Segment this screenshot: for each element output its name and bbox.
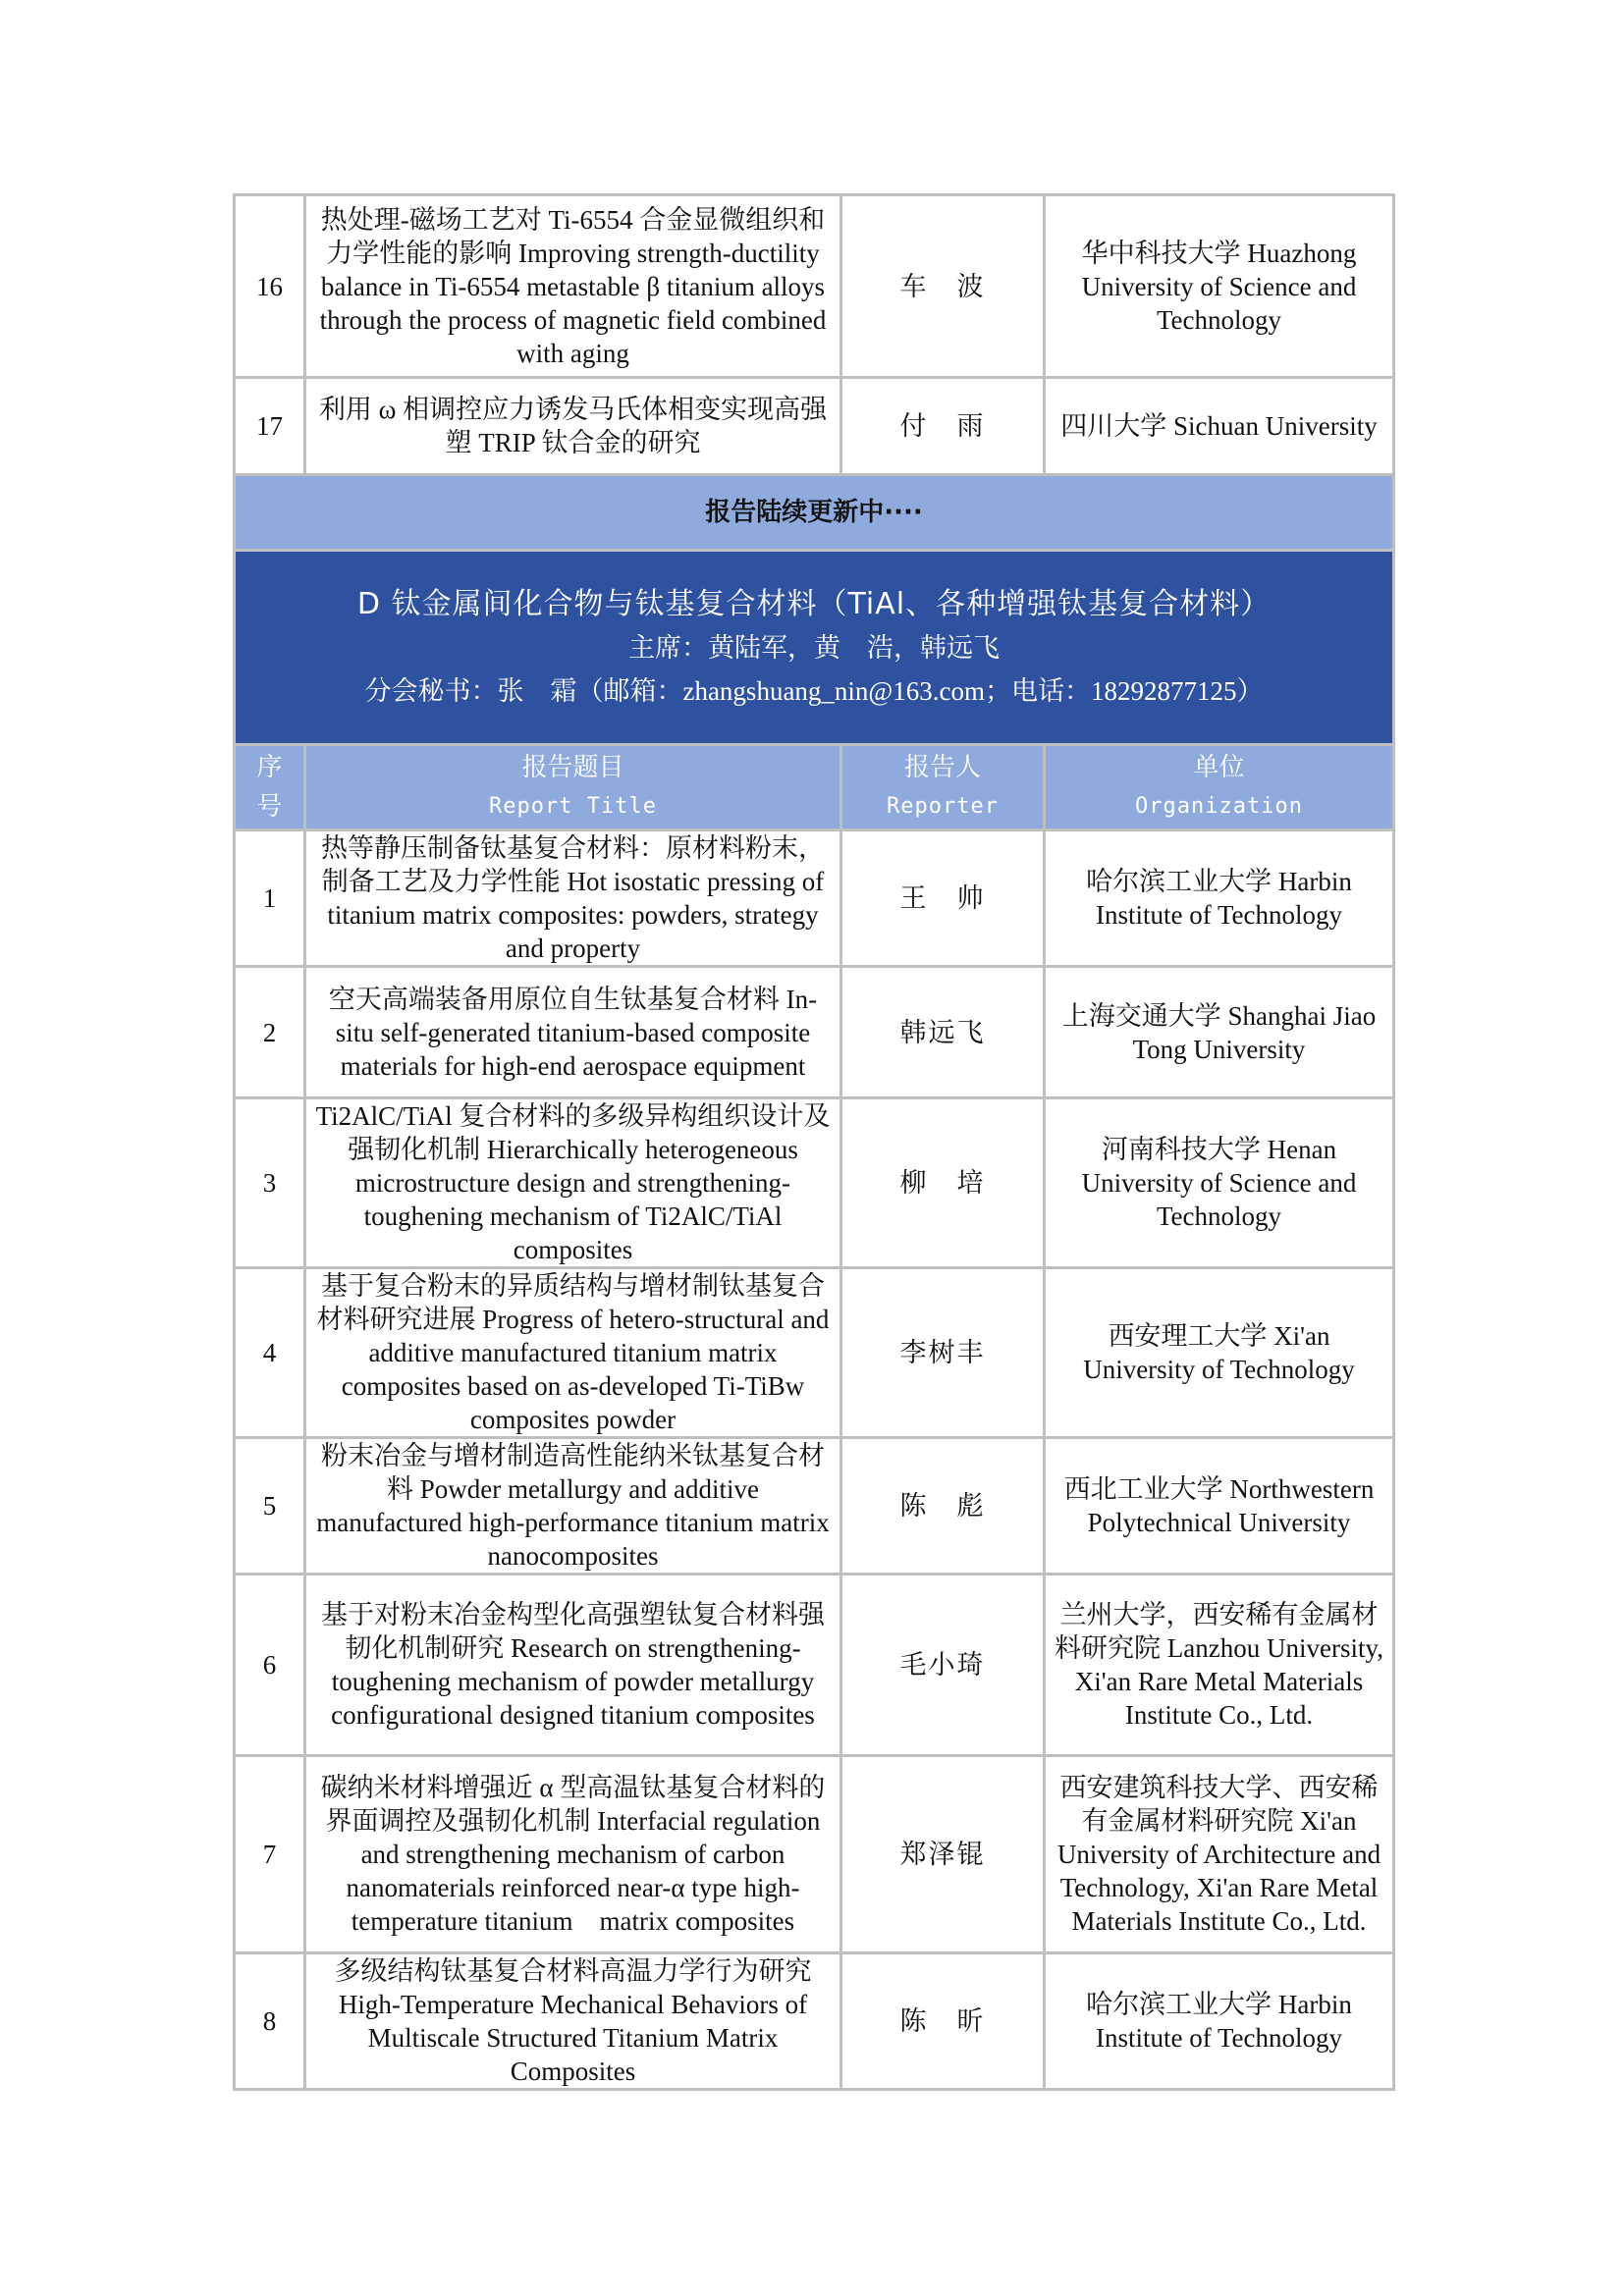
reporter-name: 车 波 <box>841 195 1045 378</box>
reporter-name: 郑泽锟 <box>841 1756 1045 1953</box>
header-title-cn: 报告题目 <box>521 753 624 782</box>
report-title: 多级结构钛基复合材料高温力学行为研究 High-Temperature Mechanical Behaviors of Multiscale Structured Titanium Matrix Composites <box>305 1953 841 2090</box>
table-row <box>235 1756 1394 1953</box>
report-title: 基于复合粉末的异质结构与增材制钛基复合材料研究进展 Progress of hetero-structural and additive manufactured titanium matrix composites based on as-developed Ti-TiBw composites powder <box>305 1268 841 1438</box>
table-row <box>235 830 1394 967</box>
table-row <box>235 195 1394 378</box>
report-title: 热等静压制备钛基复合材料：原材料粉末，制备工艺及力学性能 Hot isostatic pressing of titanium matrix composites: powders, strategy and property <box>305 830 841 967</box>
header-organization-en: Organization <box>1135 794 1303 819</box>
organization: 西安理工大学 Xi'an University of Technology <box>1045 1268 1394 1438</box>
organization: 哈尔滨工业大学 Harbin Institute of Technology <box>1045 1953 1394 2090</box>
report-title: 粉末冶金与增材制造高性能纳米钛基复合材料 Powder metallurgy and additive manufactured high-performance titanium matrix nanocomposites <box>305 1438 841 1575</box>
organization: 四川大学 Sichuan University <box>1045 378 1394 475</box>
row-number: 7 <box>235 1756 305 1953</box>
row-number: 8 <box>235 1953 305 2090</box>
row-number: 5 <box>235 1438 305 1575</box>
reporter-name: 王 帅 <box>841 830 1045 967</box>
table-row <box>235 1575 1394 1756</box>
table-row <box>235 1438 1394 1575</box>
reporter-name: 毛小琦 <box>841 1575 1045 1756</box>
organization: 河南科技大学 Henan University of Science and Technology <box>1045 1098 1394 1268</box>
row-number: 4 <box>235 1268 305 1438</box>
row-number: 6 <box>235 1575 305 1756</box>
report-title: 基于对粉末冶金构型化高强塑钛复合材料强韧化机制研究 Research on strengthening-toughening mechanism of powder metallurgy configurational designed titanium composites <box>305 1575 841 1756</box>
section-secretary: 分会秘书：张 霜（邮箱：zhangshuang_nin@163.com；电话：18292877125） <box>364 675 1264 706</box>
row-number: 2 <box>235 967 305 1098</box>
session-schedule-table <box>233 193 1395 2091</box>
header-reporter-cn: 报告人 <box>903 753 981 782</box>
header-title-en: Report Title <box>489 794 657 819</box>
row-number: 17 <box>235 378 305 475</box>
header-title <box>305 745 841 830</box>
reporter-name: 李树丰 <box>841 1268 1045 1438</box>
row-number: 16 <box>235 195 305 378</box>
header-organization <box>1045 745 1394 830</box>
organization: 西北工业大学 Northwestern Polytechnical University <box>1045 1438 1394 1575</box>
header-reporter-en: Reporter <box>887 794 999 819</box>
table-row <box>235 1268 1394 1438</box>
header-organization-cn: 单位 <box>1193 753 1245 782</box>
table-row <box>235 1098 1394 1268</box>
section-header <box>235 551 1394 745</box>
row-number: 3 <box>235 1098 305 1268</box>
section-header-row <box>235 551 1394 745</box>
organization: 哈尔滨工业大学 Harbin Institute of Technology <box>1045 830 1394 967</box>
organization: 西安建筑科技大学、西安稀有金属材料研究院 Xi'an University of Architecture and Technology, Xi'an Rare Metal Materials Institute Co., Ltd. <box>1045 1756 1394 1953</box>
organization: 华中科技大学 Huazhong University of Science and Technology <box>1045 195 1394 378</box>
reporter-name: 付 雨 <box>841 378 1045 475</box>
table-row <box>235 967 1394 1098</box>
report-title: 空天高端装备用原位自生钛基复合材料 In-situ self-generated titanium-based composite materials for high-end aerospace equipment <box>305 967 841 1098</box>
organization: 上海交通大学 Shanghai Jiao Tong University <box>1045 967 1394 1098</box>
report-title: 碳纳米材料增强近 α 型高温钛基复合材料的界面调控及强韧化机制 Interfacial regulation and strengthening mechanism of carbon nanomaterials reinforced near-α type high-temperature titanium matrix composites <box>305 1756 841 1953</box>
table-row <box>235 1953 1394 2090</box>
header-number-label: 序号 <box>256 753 283 822</box>
report-title: 利用 ω 相调控应力诱发马氏体相变实现高强塑 TRIP 钛合金的研究 <box>305 378 841 475</box>
report-title: 热处理-磁场工艺对 Ti-6554 合金显微组织和力学性能的影响 Improving strength-ductility balance in Ti-6554 metastable β titanium alloys through the process of magnetic field combined with aging <box>305 195 841 378</box>
report-title: Ti2AlC/TiAl 复合材料的多级异构组织设计及强韧化机制 Hierarchically heterogeneous microstructure design and strengthening-toughening mechanism of Ti2AlC/TiAl composites <box>305 1098 841 1268</box>
header-reporter <box>841 745 1045 830</box>
update-banner: 报告陆续更新中···· <box>235 475 1394 551</box>
update-banner-row <box>235 475 1394 551</box>
column-header-row <box>235 745 1394 830</box>
organization: 兰州大学，西安稀有金属材料研究院 Lanzhou University, Xi'an Rare Metal Materials Institute Co., Ltd. <box>1045 1575 1394 1756</box>
reporter-name: 陈 彪 <box>841 1438 1045 1575</box>
reporter-name: 陈 昕 <box>841 1953 1045 2090</box>
section-title: D 钛金属间化合物与钛基复合材料（TiAl、各种增强钛基复合材料） <box>356 586 1272 621</box>
header-number <box>235 745 305 830</box>
section-chairs: 主席：黄陆军，黄 浩，韩远飞 <box>628 632 1000 663</box>
row-number: 1 <box>235 830 305 967</box>
table-row <box>235 378 1394 475</box>
reporter-name: 韩远飞 <box>841 967 1045 1098</box>
reporter-name: 柳 培 <box>841 1098 1045 1268</box>
